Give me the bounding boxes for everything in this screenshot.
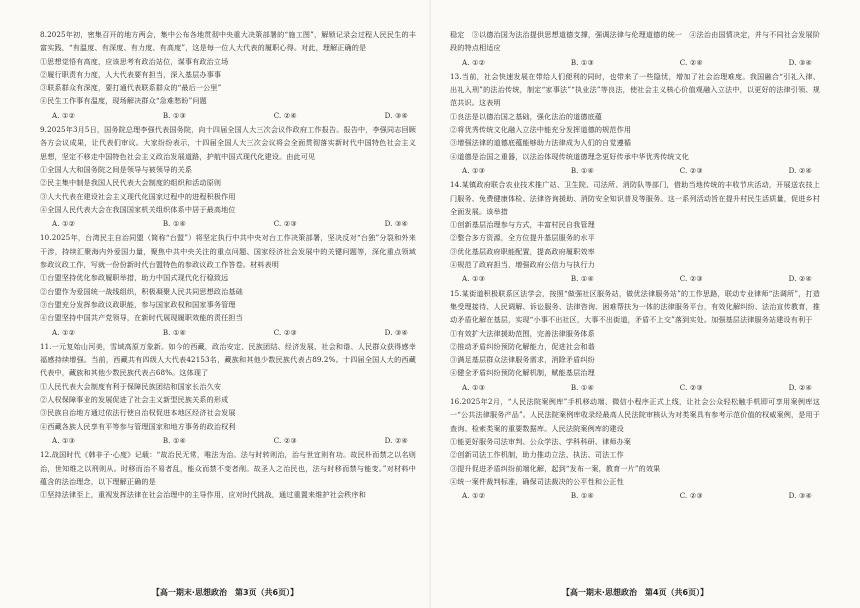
question-16-choices [450, 489, 820, 502]
question-15-option: ③满足基层群众法律服务需求，消除矛盾纠纷 [450, 355, 595, 365]
question-11 [40, 340, 416, 447]
choice-a: A. ①③ [462, 274, 486, 284]
question-16-option: ②创新司法工作机制，助力推动立法、执法、司法工作 [450, 450, 624, 460]
question-15-choices [450, 381, 820, 394]
choice-d: D. ②④ [384, 435, 408, 445]
question-16-option: ①能更好服务司法审判、公众学法、学科科研、律师办案 [450, 436, 632, 446]
question-10 [40, 231, 416, 338]
question-12 [40, 448, 416, 501]
choice-a: A. ①② [52, 219, 76, 229]
choice-d: D. ②④ [788, 382, 812, 392]
choice-b: B. ①③ [570, 57, 595, 67]
choice-d: D. ②④ [788, 274, 812, 284]
choice-c: C. ②③ [273, 327, 297, 337]
question-15-option: ①有效扩大法律援助范围，完善法律服务体系 [450, 328, 595, 338]
question-10-option: ④台盟坚持中国共产党领导，在新时代展现履职效能的责任担当 [40, 313, 243, 323]
choice-a: A. ①② [462, 57, 486, 67]
question-10-option: ①台盟坚持优化参政履职举措，助力中国式现代化行稳致远 [40, 273, 229, 283]
choice-c: C. ②③ [679, 382, 703, 392]
choice-b: B. ①③ [162, 110, 187, 120]
choice-b: B. ①④ [570, 491, 595, 501]
question-8-option: ②履行职责有力度，人大代表要有担当，深入基层办事事 [40, 69, 222, 79]
question-11-choices [40, 434, 416, 447]
question-13-stem: 13.当前，社会快速发展在带给人们便利的同时，也带来了一些隐忧，增加了社会治理难度。我国融合“引礼入律、出礼入刑”的法治传统，制定“家事法”“执业法”等良法，使社会主义核心价值观融入立法中，以更好的法律引领、规范共识。这表明 [450, 71, 820, 108]
question-16-option: ③提升促进矛盾纠纷前端化解，起到“发布一案，教育一片”的效果 [450, 463, 661, 473]
question-12-continued-text: 稳定 ③以德治国为法治提供思想道德支撑，强调法律与伦理道德的统一 ④法治由国情决定，并与不同社会发展阶段的特点相适应 [450, 30, 820, 53]
choice-b: B. ①④ [162, 435, 187, 445]
choice-d: D. ③④ [384, 219, 408, 229]
choice-d: D. ③④ [384, 327, 408, 337]
question-11-option: ①人民代表大会制度有利于保障民族团结和国家长治久安 [40, 381, 222, 391]
choice-b: B. ①④ [162, 327, 187, 337]
question-14-option: ②整合多方资源，全方位提升基层服务的水平 [450, 233, 595, 243]
question-15-option: ②推动矛盾纠纷预防化解能力，促进社会和谐 [450, 341, 595, 351]
question-13-option: ③增强法律的道德底蕴能够助力法律成为人们的自觉遵循 [450, 138, 632, 148]
question-12-continued [450, 28, 820, 69]
choice-b: B. ①④ [162, 219, 187, 229]
page-footer-left: 【高一期末·思想政治 第3页（共6页）】 [151, 588, 299, 597]
choice-c: C. ②③ [679, 165, 703, 175]
choice-a: A. ①② [52, 327, 76, 337]
question-9-option: ③人大代表在建设社会主义现代化国家过程中的进程积极作用 [40, 191, 236, 201]
question-9-option: ④全国人民代表大会在我国国家机关组织体系中居于最高地位 [40, 204, 236, 214]
choice-c: C. ②④ [273, 110, 297, 120]
choice-c: C. ②③ [679, 274, 703, 284]
question-9-stem: 9.2025年3月5日，国务院总理李强代表国务院，向十四届全国人大三次会议作政府工作报告。报告中，李强同志回顾各方会议成果，让代表们审议。大家纷纷表示，十四届全国人大三次会议将会全面贯彻落实新时代中国特色社会主义思想，坚定不移走中国特色社会主义政治发展道路，护航中国式现代化建设。由此可见 [40, 125, 416, 161]
question-13-option: ①良法是以德治国之基础，强化法治的道德底蕴 [450, 111, 603, 121]
question-10-option: ③台盟充分发挥参政议政职能，参与国家政权和国家事务管理 [40, 299, 236, 309]
question-13 [450, 70, 820, 177]
question-11-option: ④西藏各族人民享有平等参与管理国家和地方事务的政治权利 [40, 421, 236, 431]
choice-a: A. ①② [462, 491, 486, 501]
question-10-option: ②台盟作为爱国统一战线组织，积极凝聚人民共同思想政治基础 [40, 286, 243, 296]
question-16 [450, 395, 820, 502]
question-14-option: ①创新基层治理参与方式，丰富村民自我管理 [450, 220, 595, 230]
choice-c: C. ②③ [273, 219, 297, 229]
question-8 [40, 28, 416, 122]
question-15-stem: 15.某街道积极联系区法学会，按照“做强社区服务站，做优法律服务站”的工作思路，联动专业律师“法调所”，打造集受理接待、人民调解、诉讼服务、法律咨询、困难帮扶为一体的法律服务平台，有效化解纠纷、法治宣传教育，推动矛盾化解在基层，实现“小事不出社区，大事不出街道，矛盾不上交”落到实处。加强基层法律服务站建设有利于 [450, 288, 820, 325]
question-15 [450, 287, 820, 394]
right-column-text [450, 28, 820, 502]
question-8-option: ①思想觉悟有高度，应该思考有政治站位，谋事有政治立场 [40, 56, 229, 66]
question-8-choices [40, 109, 416, 122]
question-8-option: ④民生工作事有温度，现场解决群众“急难愁盼”问题 [40, 96, 207, 106]
question-12-stem: 12.战国时代《韩非子·心度》记载：“故治民无常，唯法为治。法与时转则治，治与世宜则有功。故民朴而禁之以名则治，世知维之以刑则从。时移而治不易者乱，能众而禁不变者削。故圣人之治民也，法与时移而禁与能变。”对材料中蕴含的法治理念，以下理解正确的是 [40, 450, 416, 486]
page-footer-right: 【高一期末·思想政治 第4页（共6页）】 [561, 588, 709, 597]
question-11-option: ③民族自治地方通过依法行使自治权促进本地区经济社会发展 [40, 408, 236, 418]
choice-a: A. ①② [52, 110, 76, 120]
choice-b: B. ①④ [570, 165, 595, 175]
question-11-stem: 11.一元复始山河美，雪域高原万象新。如今的西藏，政治安定、民族团结、经济发展、社会和谐、人民群众获得感幸福感持续增强。当前，西藏共有四级人大代表42153名，藏族和其他少数民族代表占89.2%。十四届全国人大的西藏代表中，藏族和其他少数民族代表占68%。这体现了 [40, 341, 416, 378]
choice-d: D. ③④ [788, 57, 812, 67]
question-14 [450, 178, 820, 285]
question-14-choices [450, 272, 820, 285]
question-13-option: ④道德是治国之重器，以法治体现传统道德理念更好传承中华优秀传统文化 [450, 151, 690, 161]
choice-a: A. ①③ [462, 382, 486, 392]
question-11-option: ②人权保障事业的发展促进了社会主义新型民族关系的形成 [40, 395, 229, 405]
question-12-option: ①坚持法律至上，重视发挥法律在社会治理中的主导作用，应对时代挑战，通过重置来维护社会秩序和 [40, 490, 366, 500]
choice-a: A. ①③ [52, 435, 76, 445]
left-column-text [40, 28, 416, 501]
question-16-option: ④统一案件裁判标准，确保司法裁决的公平性和公正性 [450, 476, 624, 486]
choice-a: A. ①③ [462, 165, 486, 175]
choice-c: C. ②④ [679, 57, 703, 67]
choice-d: D. ②④ [788, 165, 812, 175]
choice-b: B. ①④ [570, 382, 595, 392]
question-16-stem: 16.2025年2月，“人民法院案例库”手机移动端、微信小程序正式上线，让社会公众轻松触手机即可享用案例库这一“公共法律服务产品”。人民法院案例库收录经最高人民法院审核认为对类案具有参考示范价值的权威案例，是用于查询、检索类案的重要数据库。人民法院案例库的建设 [450, 397, 820, 433]
question-10-choices [40, 326, 416, 339]
question-12-choices [450, 56, 820, 69]
question-9-choices [40, 217, 416, 230]
question-13-choices [450, 164, 820, 177]
page-right [430, 0, 860, 608]
question-14-stem: 14.某镇政府联合农业技术推广站、卫生院、司法所、消防队等部门，借助当地传统的丰收节庆活动，开展送农技上门服务、免费健康体检、法律咨询援助、消防安全知识普及等服务。这一系列活动旨在提升村民生活质量，促进乡村全面发展。该举措 [450, 180, 820, 216]
choice-c: C. ②③ [679, 491, 703, 501]
choice-b: B. ①④ [570, 274, 595, 284]
question-14-option: ③优化基层政府职能配置，提高政府履职效率 [450, 246, 595, 256]
question-15-option: ④健全矛盾纠纷预防化解机制，赋能基层治理 [450, 368, 595, 378]
question-9 [40, 123, 416, 230]
choice-d: D. ③④ [384, 110, 408, 120]
question-9-option: ①全国人大和国务院之间是领导与被领导的关系 [40, 164, 193, 174]
question-8-stem: 8.2025年初，密集召开的地方两会，集中公布各地贯彻中央重大决策部署的“施工图”，解锁记录会过程人民民生的丰富实践，“有温度、有深度、有力度、有高度”，这是每一位人大代表的履职心得。对此，理解正确的是 [40, 30, 416, 53]
question-8-option: ③联系群众有深度，要打通代表联系群众的“最后一公里” [40, 83, 222, 93]
choice-c: C. ②③ [273, 435, 297, 445]
question-13-option: ②将优秀传统文化融入立法中能充分发挥道德的规范作用 [450, 125, 632, 135]
question-10-stem: 10.2025年，台湾民主自治同盟（简称“台盟”）将坚定执行中共中央对台工作决策部署，坚决反对“台独”分裂和外来干涉，持续汇聚海内外爱国力量，聚焦中共中央关注的重点问题、国家经济社会发展中的关键问题等，深化重点领域参政议政工作，写就一份份新时代台盟特色的参政议政工作答卷。材料表明 [40, 233, 416, 270]
question-9-option: ②民主集中制是我国人民代表大会制度的组织和活动原则 [40, 178, 222, 188]
question-14-option: ④规范了政府担当，增强政府公信力与执行力 [450, 260, 595, 270]
choice-d: D. ③④ [788, 491, 812, 501]
